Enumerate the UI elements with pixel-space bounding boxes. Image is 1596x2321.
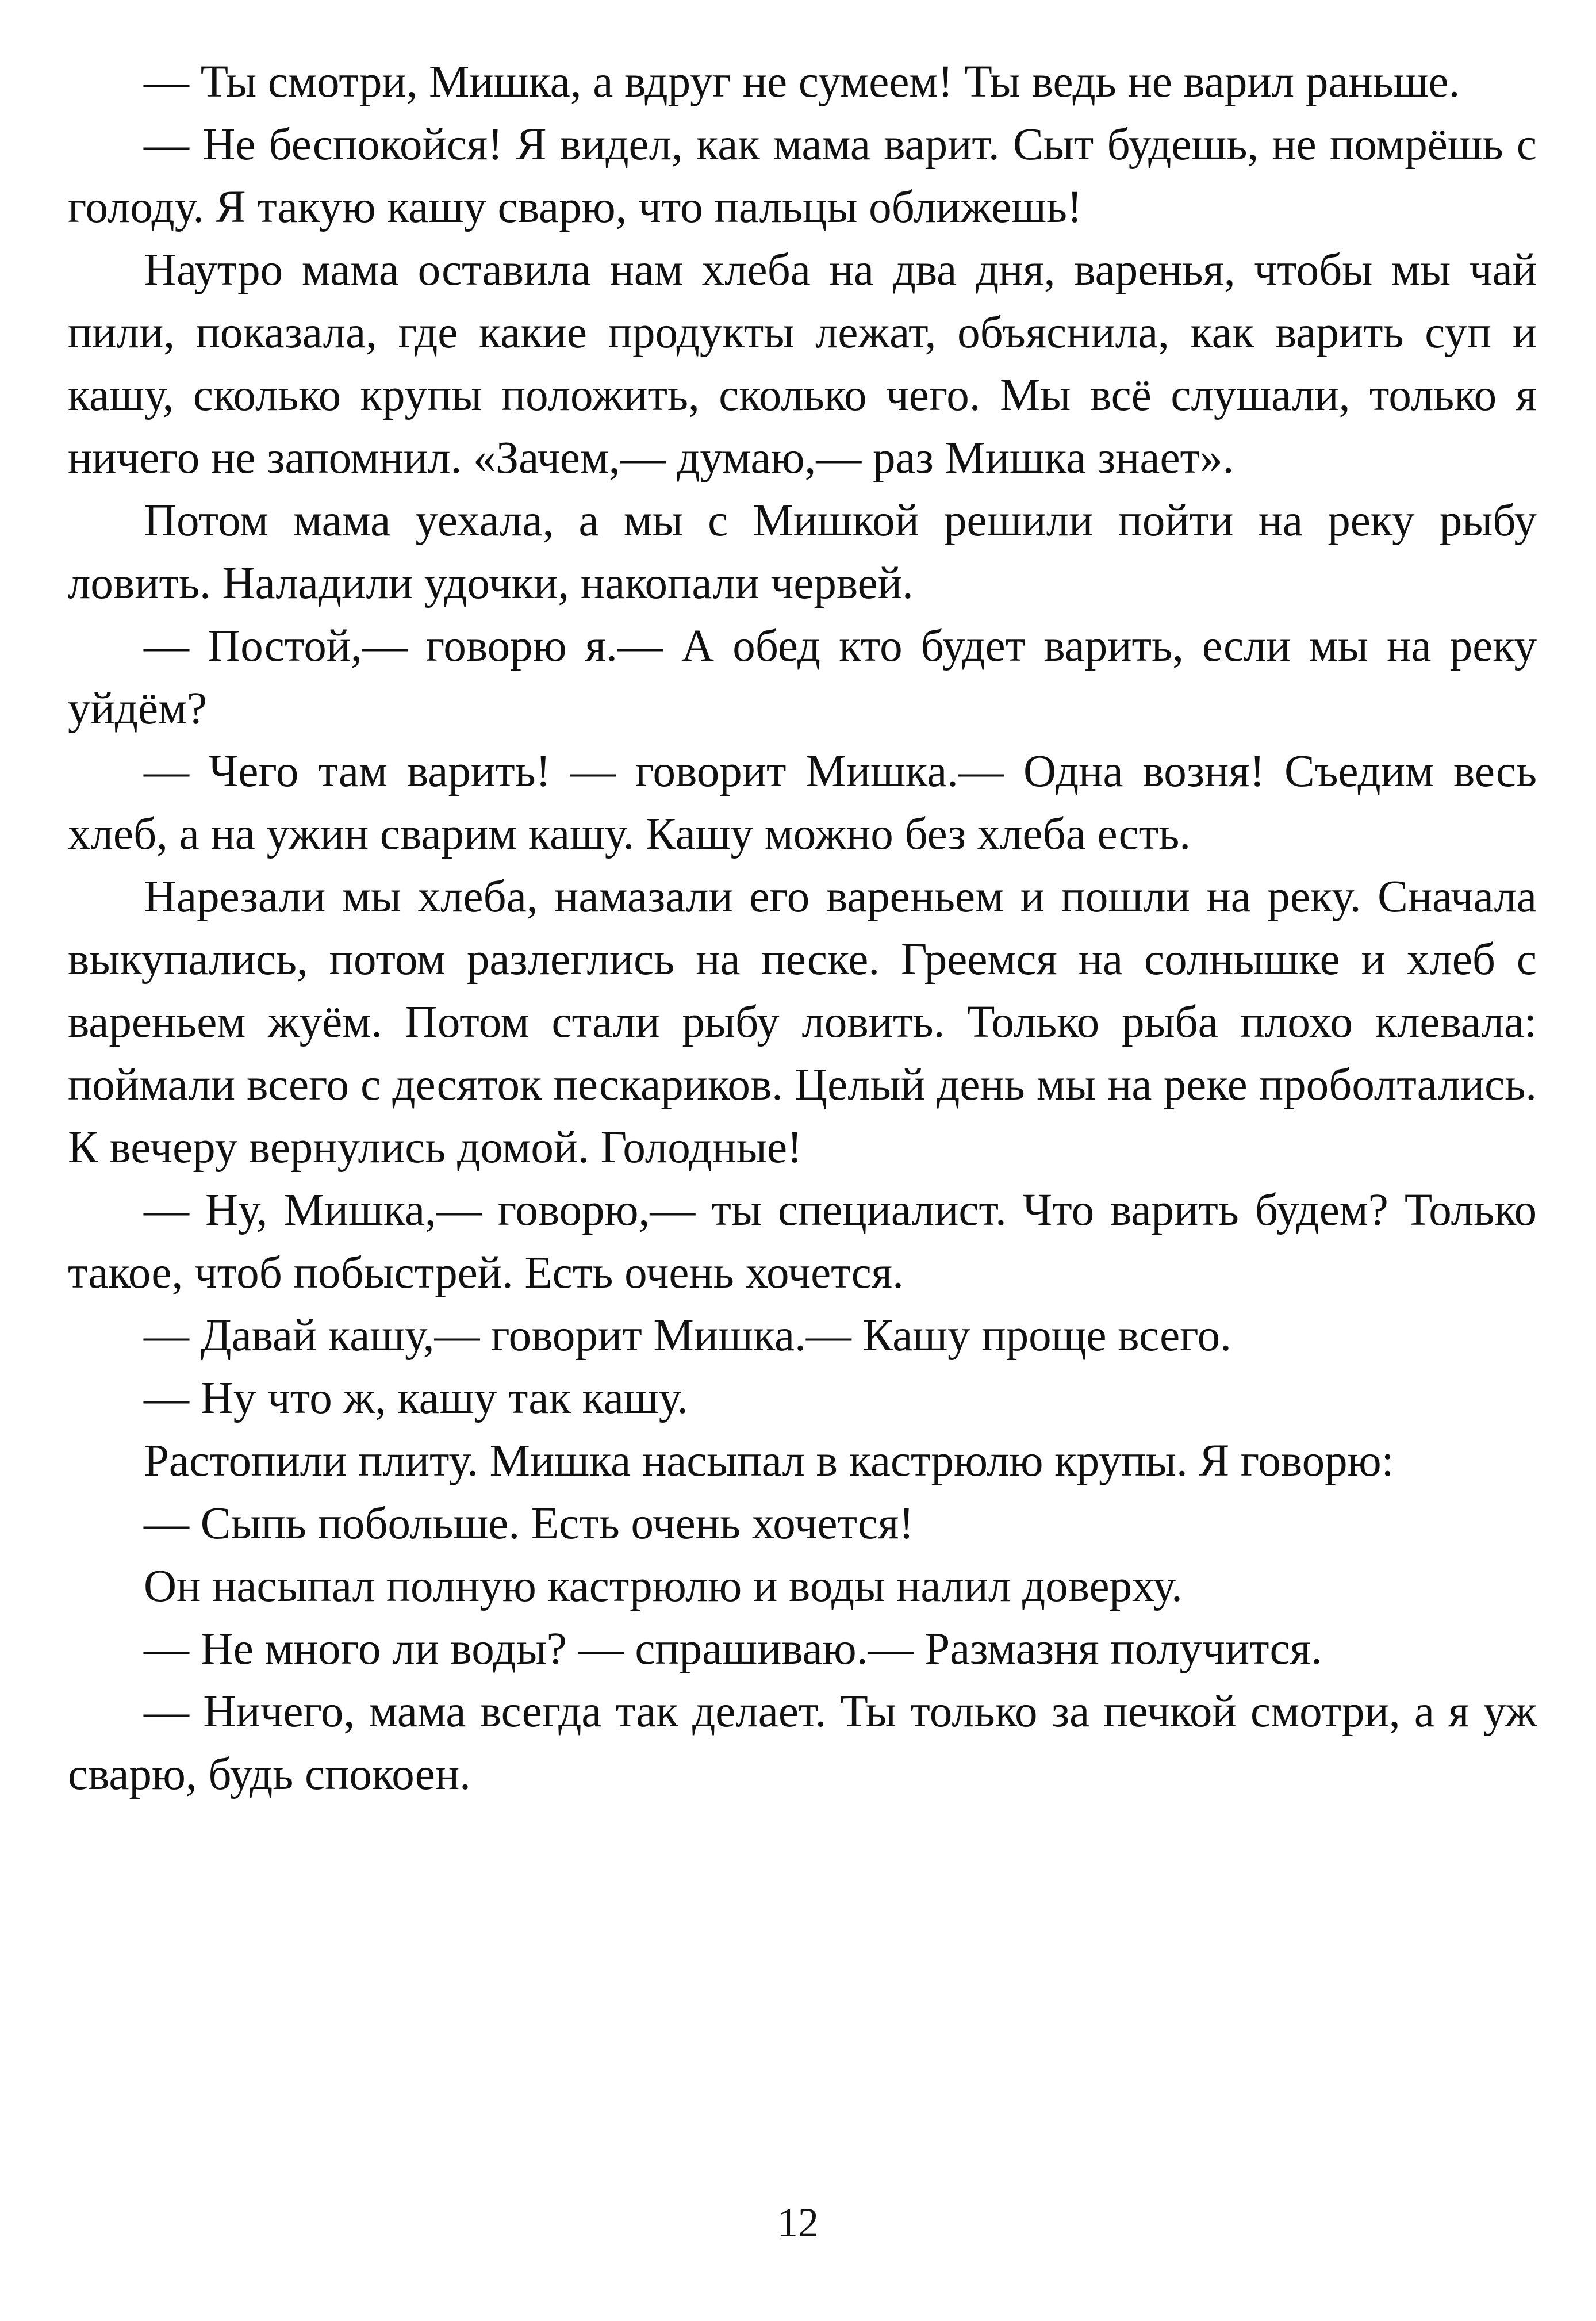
page-number: 12 bbox=[777, 2200, 819, 2246]
paragraph: — Ты смотри, Мишка, а вдруг не сумеем! Ты ведь не варил раньше. bbox=[144, 57, 1460, 107]
paragraph: Нарезали мы хлеба, намазали его вареньем и пошли на реку. Сначала выкупались, потом разлеглись на песке. Греемся на солнышке и хлеб с вареньем жуём. Потом стали рыбу ловить. Только рыба плохо клевала: поймали всего с десяток пескариков. Целый день мы на реке проболтались. К вечеру вернулись домой. Голодные! bbox=[68, 872, 1537, 1173]
paragraph: Наутро мама оставила нам хлеба на два дня, варенья, чтобы мы чай пили, показала, где какие продукты лежат, объяснила, как варить суп и кашу, сколько крупы положить, сколько чего. Мы всё слушали, только я ничего не запомнил. «Зачем,— думаю,— раз Мишка знает». bbox=[68, 245, 1537, 483]
paragraph: — Ничего, мама всегда так делает. Ты только за печкой смотри, а я уж сварю, будь спокоен. bbox=[68, 1687, 1537, 1799]
paragraph: Растопили плиту. Мишка насыпал в кастрюлю крупы. Я говорю: bbox=[144, 1436, 1394, 1486]
paragraph: — Сыпь побольше. Есть очень хочется! bbox=[144, 1499, 914, 1549]
paragraph: — Чего там варить! — говорит Мишка.— Одна возня! Съедим весь хлеб, а на ужин сварим кашу. Кашу можно без хлеба есть. bbox=[68, 746, 1537, 859]
paragraph: — Давай кашу,— говорит Мишка.— Кашу проще всего. bbox=[144, 1311, 1231, 1361]
paragraph: — Не много ли воды? — спрашиваю.— Размазня получится. bbox=[144, 1624, 1322, 1674]
paragraph: — Не беспокойся! Я видел, как мама варит. Сыт будешь, не помрёшь с голоду. Я такую кашу сварю, что пальцы оближешь! bbox=[68, 120, 1537, 232]
paragraph: — Постой,— говорю я.— А обед кто будет варить, если мы на реку уйдём? bbox=[68, 621, 1537, 734]
book-page-text bbox=[68, 51, 1537, 1806]
paragraph: Потом мама уехала, а мы с Мишкой решили пойти на реку рыбу ловить. Наладили удочки, накопали червей. bbox=[68, 496, 1537, 608]
paragraph: — Ну что ж, кашу так кашу. bbox=[144, 1373, 689, 1423]
paragraph: — Ну, Мишка,— говорю,— ты специалист. Что варить будем? Только такое, чтоб побыстрей. Есть очень хочется. bbox=[68, 1185, 1537, 1298]
paragraph: Он насыпал полную кастрюлю и воды налил доверху. bbox=[144, 1561, 1183, 1611]
